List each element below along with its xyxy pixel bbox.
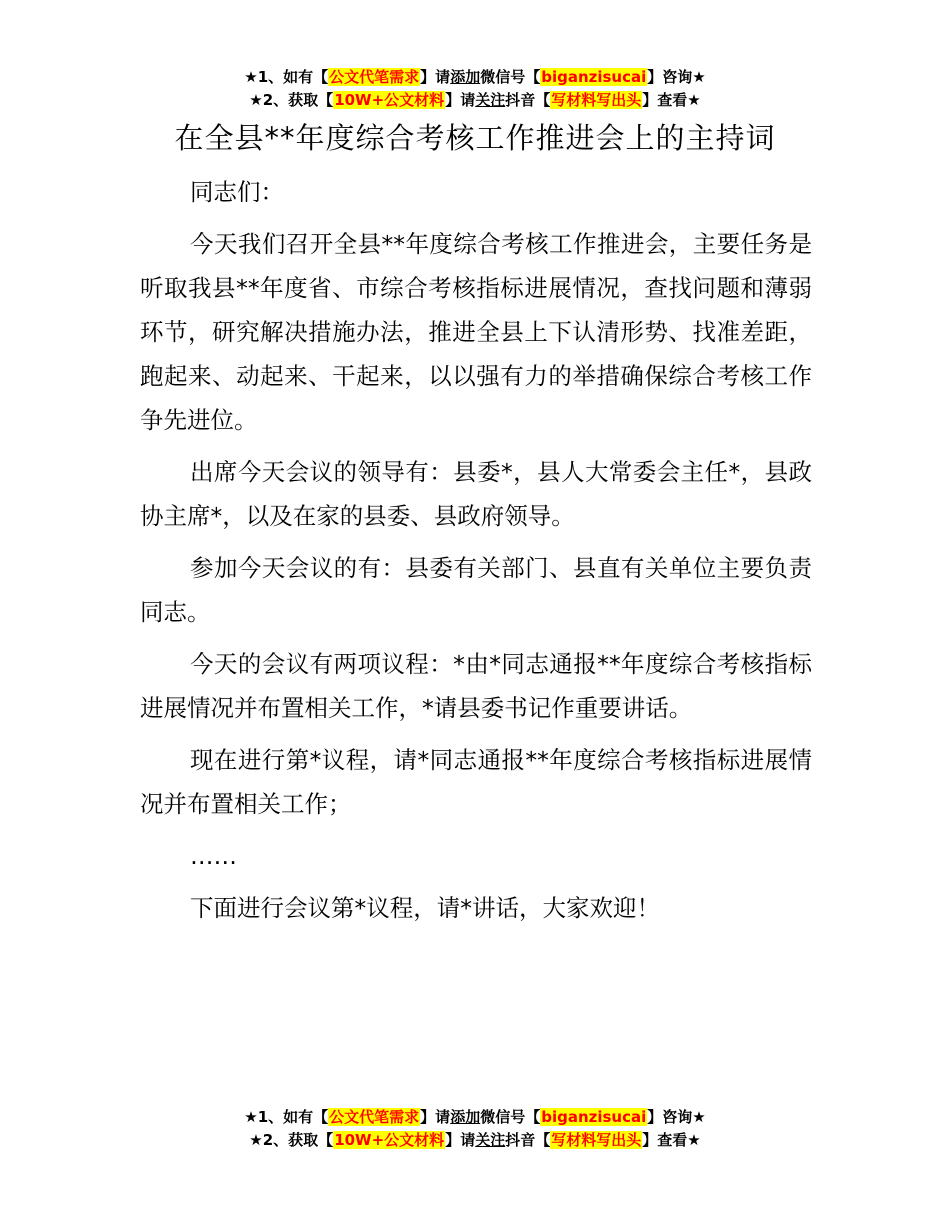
paragraph-purpose: 今天我们召开全县**年度综合考核工作推进会，主要任务是听取我县**年度省、市综合考核指标进展情况，查找问题和薄弱环节，研究解决措施办法，推进全县上下认清形势、找准差距，跑起来、动起来、干起来，以以强有力的举措确保综合考核工作争先进位。: [140, 230, 812, 434]
promo-text: ★1、如有【: [244, 1108, 329, 1126]
promo-highlight: biganzisucai: [541, 1108, 647, 1126]
promo-text: ★1、如有【: [244, 68, 329, 86]
promo-text: ★2、获取【: [249, 1131, 334, 1149]
promo-text: 微信号【: [480, 68, 541, 86]
paragraph-attending-leaders: 出席今天会议的领导有：县委*，县人大常委会主任*，县政协主席*，以及在家的县委、县政府领导。: [140, 458, 812, 530]
document-title: 在全县**年度综合考核工作推进会上的主持词: [174, 121, 776, 155]
promo-highlight: 公文代笔需求: [329, 68, 420, 86]
promo-text: 抖音【: [505, 1131, 551, 1149]
promo-text: 】请: [420, 68, 451, 86]
promo-highlight: 写材料写出头: [551, 1131, 642, 1149]
promo-text: 】咨询★: [647, 1108, 706, 1126]
promo-text: 抖音【: [505, 91, 551, 109]
promo-highlight: 10W+公文材料: [334, 91, 445, 109]
promo-emphasis: 关注: [475, 91, 506, 109]
promo-emphasis: 添加: [450, 1108, 481, 1126]
promo-text: 】请: [445, 1131, 476, 1149]
promo-text: ★2、获取【: [249, 91, 334, 109]
paragraph-greeting: 同志们：: [190, 178, 284, 206]
promo-emphasis: 添加: [450, 68, 481, 86]
document-body: [140, 170, 812, 938]
promo-emphasis: 关注: [475, 1131, 506, 1149]
promo-highlight: biganzisucai: [541, 68, 647, 86]
promo-line-1: [0, 1106, 950, 1129]
promo-line-2: [0, 89, 950, 112]
promo-highlight: 写材料写出头: [551, 91, 642, 109]
promo-highlight: 10W+公文材料: [334, 1131, 445, 1149]
promo-text: 】请: [445, 91, 476, 109]
promo-text: 】查看★: [642, 1131, 701, 1149]
header-promo-banner: [0, 66, 950, 112]
paragraph-agenda: 今天的会议有两项议程：*由*同志通报**年度综合考核指标进展情况并布置相关工作，*请县委书记作重要讲话。: [140, 650, 812, 722]
promo-text: 】请: [420, 1108, 451, 1126]
paragraph-second-item: 下面进行会议第*议程，请*讲话，大家欢迎！: [190, 894, 660, 922]
paragraph-first-item: 现在进行第*议程，请*同志通报**年度综合考核指标进展情况并布置相关工作；: [140, 746, 812, 818]
promo-text: 微信号【: [480, 1108, 541, 1126]
promo-text: 】查看★: [642, 91, 701, 109]
paragraph-ellipsis: ……: [190, 842, 237, 870]
paragraph-participants: 参加今天会议的有：县委有关部门、县直有关单位主要负责同志。: [140, 554, 812, 626]
footer-promo-banner: [0, 1106, 950, 1152]
promo-line-2: [0, 1129, 950, 1152]
promo-text: 】咨询★: [647, 68, 706, 86]
promo-line-1: [0, 66, 950, 89]
promo-highlight: 公文代笔需求: [329, 1108, 420, 1126]
